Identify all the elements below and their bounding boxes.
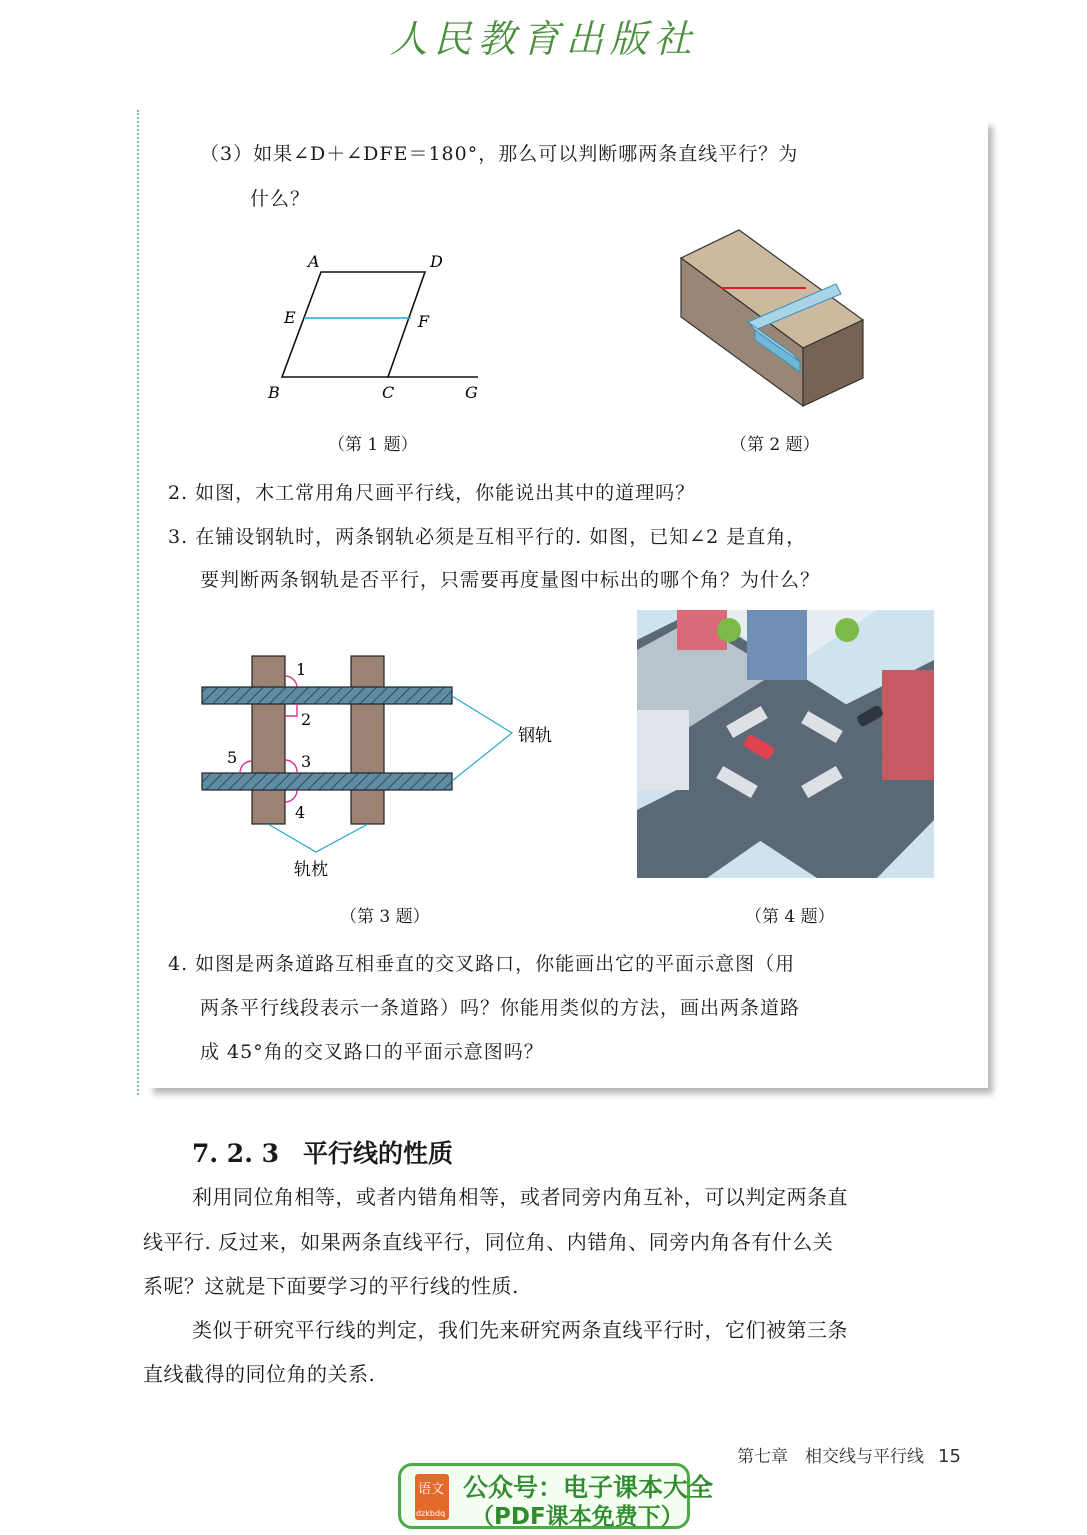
angle-4-label: 4 — [295, 803, 306, 822]
section-heading — [192, 1134, 453, 1170]
label-a: A — [308, 252, 320, 271]
angle-4-arc — [285, 790, 297, 802]
building-red-right — [882, 670, 934, 780]
rail-pointer — [452, 696, 512, 781]
figure-2-caption: （第 2 题） — [730, 435, 820, 455]
sleeper-right — [351, 656, 384, 824]
angle-5-arc — [240, 761, 252, 773]
question-4-line2: 两条平行线段表示一条道路）吗？你能用类似的方法，画出两条道路 — [200, 997, 801, 1019]
paragraph-1-line2: 线平行. 反过来，如果两条直线平行，同位角、内错角、同旁内角各有什么关 — [143, 1230, 834, 1254]
label-b: B — [268, 383, 280, 402]
label-c: C — [382, 383, 395, 402]
angle-3-label: 3 — [301, 752, 312, 771]
sleeper-pointer — [268, 824, 368, 852]
paragraph-1-line1: 利用同位角相等，或者内错角相等，或者同旁内角互补，可以判定两条直 — [192, 1185, 848, 1209]
badge-line1: 公众号：电子课本大全 — [463, 1473, 714, 1502]
figure-2-carpenter-square — [673, 222, 873, 412]
figure-3-caption: （第 3 题） — [340, 907, 430, 927]
figure-1-caption: （第 1 题） — [328, 435, 418, 455]
question-4-line1: 4. 如图是两条道路互相垂直的交叉路口，你能画出它的平面示意图（用 — [168, 953, 796, 975]
angle-1-label: 1 — [296, 660, 307, 679]
question-3-line2: 要判断两条钢轨是否平行，只需要再度量图中标出的哪个角？为什么？ — [200, 569, 821, 591]
rail-top — [202, 687, 452, 704]
book-icon-sub: dzkbdq — [416, 1509, 446, 1518]
chapter-title: 第七章 相交线与平行线 — [737, 1447, 924, 1467]
parallelogram-abcd — [282, 272, 425, 377]
exercise-box — [148, 120, 988, 1088]
question-2: 2. 如图，木工常用角尺画平行线，你能说出其中的道理吗？ — [168, 482, 696, 504]
label-e: E — [284, 308, 296, 327]
q1-part3-line1: （3）如果∠D＋∠DFE＝180°，那么可以判断哪两条直线平行？为 — [200, 143, 799, 165]
tree-1 — [717, 618, 741, 642]
label-g: G — [465, 383, 478, 402]
angle-3-arc — [285, 760, 297, 773]
section-title: 平行线的性质 — [303, 1139, 454, 1168]
margin-rule — [137, 110, 139, 1095]
rail-bottom — [202, 773, 452, 790]
tree-2 — [835, 618, 859, 642]
sleeper-label: 轨枕 — [294, 860, 328, 880]
label-d: D — [430, 252, 443, 271]
figure-1-parallelogram — [258, 245, 498, 405]
figure-3-rails — [198, 650, 578, 885]
angle-2-label: 2 — [301, 710, 312, 729]
rail-label: 钢轨 — [518, 726, 552, 746]
question-4-line3: 成 45°角的交叉路口的平面示意图吗？ — [200, 1041, 544, 1063]
page-number: 15 — [938, 1446, 961, 1467]
q1-part3-line2: 什么？ — [250, 188, 311, 210]
watermark-badge — [398, 1463, 714, 1530]
angle-5-label: 5 — [227, 748, 238, 767]
question-3-line1: 3. 在铺设钢轨时，两条钢轨必须是互相平行的. 如图，已知∠2 是直角， — [168, 526, 807, 548]
figure-4-caption: （第 4 题） — [745, 907, 835, 927]
paragraph-2-line1: 类似于研究平行线的判定，我们先来研究两条直线平行时，它们被第三条 — [192, 1318, 848, 1342]
page-footer — [737, 1442, 961, 1467]
building-grey-left — [637, 710, 689, 790]
book-icon — [415, 1474, 449, 1520]
paragraph-2-line2: 直线截得的同位角的关系. — [143, 1362, 376, 1386]
figure-4-intersection — [637, 610, 934, 878]
paragraph-1-line3: 系呢？这就是下面要学习的平行线的性质. — [143, 1274, 519, 1298]
angle-2-mark — [285, 704, 297, 716]
badge-line2: （PDF课本免费下） — [471, 1504, 684, 1530]
building-blue — [747, 610, 807, 680]
book-icon-text: 语文 — [418, 1482, 445, 1497]
publisher-logo: 人民教育出版社 — [389, 17, 698, 61]
label-f: F — [418, 312, 430, 331]
section-number: 7. 2. 3 — [192, 1139, 279, 1168]
sleeper-left — [252, 656, 285, 824]
